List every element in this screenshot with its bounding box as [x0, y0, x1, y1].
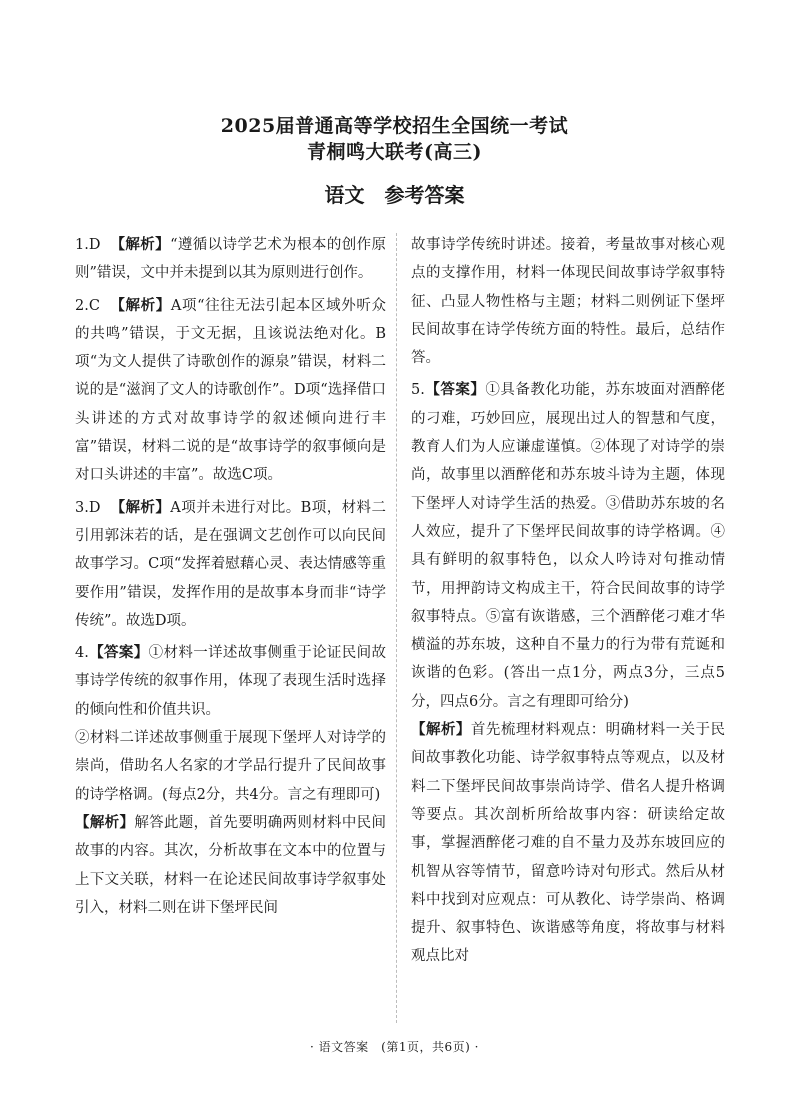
item-text: A项“往往无法引起本区域外听众的共鸣”错误，于文无据，且该说法绝对化。B项“为文人提供了诗歌创作的源泉”错误，材料二说的是“滋润了文人的诗歌创作”。D项“选择借口头讲述的方式对故事诗学的叙述倾向进行丰富”错误，材料二说的是“故事诗学的叙事倾向是对口头讲述的丰富”。故选C项。	[75, 297, 387, 484]
item-number: 3.D	[75, 499, 101, 516]
answer-item-2	[75, 292, 386, 490]
analysis-tag: 【解析】	[110, 236, 171, 253]
answer-item-1	[75, 231, 386, 288]
analysis-tag: 【解析】	[411, 721, 471, 739]
item-number: 4.	[75, 645, 89, 662]
answer-item-3	[75, 494, 386, 635]
right-column	[411, 231, 725, 971]
analysis-tag: 【解析】	[75, 813, 135, 831]
item-text: “遵循以诗学艺术为根本的创作原则”错误，文中并未提到以其为原则进行创作。	[75, 237, 386, 282]
page-footer: · 语文答案 (第1页，共6页) ·	[310, 1040, 479, 1054]
answer-item-4-point-1	[75, 639, 386, 724]
subject-heading: 语文 参考答案	[324, 183, 465, 207]
item-text: ①具备教化功能，苏东坡面对酒醉佬的刁难，巧妙回应，展现出过人的智慧和气度，教育人们为人应谦虚谨慎。②体现了对诗学的崇尚，故事里以酒醉佬和苏东坡斗诗为主题，体现下堡坪人对诗学生活的热爱。③借助苏东坡的名人效应，提升了下堡坪民间故事的诗学格调。④具有鲜明的叙事特色，以众人吟诗对句推动情节，用押韵诗文构成主干，符合民间故事的诗学叙事特点。⑤富有诙谐感，三个酒醉佬刁难才华横溢的苏东坡，这种自不量力的行为带有荒诞和诙谐的色彩。(答出一点1分，两点3分，三点5分，四点6分。言之有理即可给分)	[411, 382, 726, 710]
item-text: 首先梳理材料观点：明确材料一关于民间故事教化功能、诗学叙事特点等观点，以及材料二下堡坪民间故事崇尚诗学、借名人提升格调等要点。其次剖析所给故事内容：研读给定故事，掌握酒醉佬刁难的自不量力及苏东坡回应的机智从容等情节，留意吟诗对句形式。然后从材料中找到对应观点：可从教化、诗学崇尚、格调提升、叙事特色、诙谐感等角度，将故事与材料观点比对	[411, 722, 726, 965]
item-text: ①材料一详述故事侧重于论证民间故事诗学传统的叙事作用，体现了表现生活时选择的倾向性和价值共识。	[75, 645, 387, 718]
answer-tag: 【答案】	[88, 644, 149, 662]
answer-item-4-analysis-continued: 故事诗学传统时讲述。接着，考量故事对核心观点的支撑作用，材料一体现民间故事诗学叙事特征、凸显人物性格与主题；材料二则例证下堡坪民间故事在诗学传统方面的特性。最后，总结作答。	[411, 237, 725, 367]
answer-item-4-point-2: ②材料二详述故事侧重于展现下堡坪人对诗学的崇尚，借助名人名家的才学品行提升了民间故事的诗学格调。(每点2分，共4分。言之有理即可)	[75, 730, 386, 803]
exam-subtitle: 青桐鸣大联考(高三)	[307, 141, 482, 163]
analysis-tag: 【解析】	[110, 296, 171, 314]
item-number: 2.C	[75, 297, 100, 314]
left-column	[75, 231, 386, 922]
answer-item-5	[411, 376, 725, 716]
answer-tag: 【答案】	[424, 381, 486, 399]
answer-item-4-analysis	[75, 809, 386, 922]
item-number: 5.	[411, 382, 425, 399]
item-text: 解答此题，首先要明确两则材料中民间故事的内容。其次，分析故事在文本中的位置与上下文关联，材料一在论述民间故事诗学叙事处引入，材料二则在讲下堡坪民间	[75, 814, 387, 916]
answer-item-5-analysis	[411, 716, 725, 971]
item-number: 1.D	[75, 237, 101, 253]
item-text: A项并未进行对比。B项，材料二引用郭沫若的话，是在强调文艺创作可以向民间故事学习。C项“发挥着慰藉心灵、表达情感等重要作用”错误，发挥作用的是故事本身而非“诗学传统”。故选D项。	[75, 499, 386, 629]
exam-title: 2025届普通高等学校招生全国统一考试	[220, 115, 569, 137]
analysis-tag: 【解析】	[110, 498, 171, 516]
column-divider	[396, 233, 397, 1023]
